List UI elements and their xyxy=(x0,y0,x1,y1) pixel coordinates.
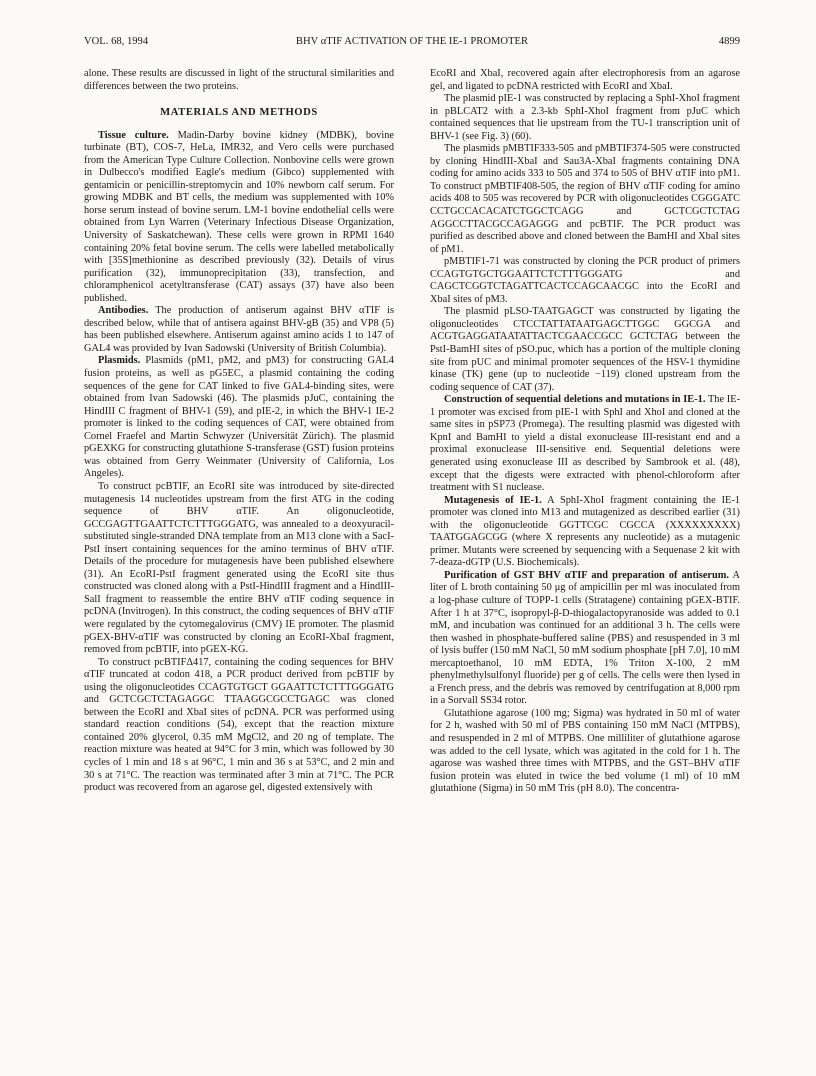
running-title: BHV αTIF ACTIVATION OF THE IE-1 PROMOTER xyxy=(295,36,529,47)
mutagenesis-heading: Mutagenesis of IE-1. xyxy=(444,494,542,506)
right-column xyxy=(430,68,740,796)
plasmids-heading: Plasmids. xyxy=(98,355,141,367)
antibodies-paragraph xyxy=(84,305,394,355)
pcbtif-paragraph: To construct pcBTIF, an EcoRI site was introduced by site-directed mutagenesis 14 nucleotides upstream from the first ATG in the coding sequence of BHV αTIF. An oligonucleotide, GCCGAGTTGAATTCTCTTTGGGATG, was annealed to a deoxyuracil-substituted single-stranded DNA template from an M13 clone with a SacI-PstI insert containing sequences for the amino terminus of BHV αTIF. Details of the procedure for mutagenesis have been published elsewhere (31). An EcoRI-PstI fragment generated using the EcoRI site thus constructed was cloned along with a PstI-HindIII fragment and a HindIII-SalI fragment to reassemble the entire BHV αTIF coding sequence in pcDNA (Invitrogen). In this construct, the coding sequences of BHV αTIF were regulated by the cytomegalovirus (CMV) IE promoter. The plasmid pGEX-BHV-αTIF was constructed by cloning an EcoRI-XbaI fragment, removed from pcBTIF, into pGEX-KG. xyxy=(84,480,394,656)
purification-text: A liter of L broth containing 50 μg of ampicillin per ml was inoculated from a log-phase culture of TOPP-1 cells (Stratagene) containing pGEX-BTIF. After 1 h at 37°C, isopropyl-β-D-thiogalactopyranoside was added to 0.1 mM, and incubation was continued for an additional 3 h. The cells were then washed in phosphate-buffered saline (PBS) and resuspended in 3 ml of lysis buffer (150 mM NaCl, 50 mM sodium phosphate [pH 7.0], 10 mM mercaptoethanol, 10 mM EDTA, 1% Triton X-100, 2 mM phenylmethylsulfonyl fluoride) per g of cells. The cells were then lysed in a French press, and the debris was removed by centrifugation at 8,000 rpm in a Sorvall SS34 rotor. xyxy=(430,569,740,707)
purification-heading: Purification of GST BHV αTIF and preparation of antiserum. xyxy=(444,569,729,581)
volume-year: VOL. 68, 1994 xyxy=(84,36,149,47)
antibodies-heading: Antibodies. xyxy=(98,305,149,317)
deletions-heading: Construction of sequential deletions and mutations in IE-1. xyxy=(444,394,706,406)
deletions-text: The IE-1 promoter was excised from pIE-1 with SphI and XhoI and cloned at the same sites in pSP73 (Promega). The resulting plasmid was digested with KpnI and BamHI to yield a distal exonuclease III-resistant end and a proximal exonuclease III-sensitive end. Sequential deletions were generated using exonuclease III as described by Sambrook et al. (48), except that the digests were extracted with phenol-chloroform after treatment with S1 nuclease. xyxy=(430,394,741,494)
intro-tail-paragraph: alone. These results are discussed in light of the structural similarities and differences between the two proteins. xyxy=(84,68,394,92)
glutathione-paragraph: Glutathione agarose (100 mg; Sigma) was hydrated in 50 ml of water for 2 h, washed with 50 ml of PBS containing 150 mM NaCl (MTPBS), and resuspended in 2 ml of MTPBS. One milliliter of glutathione agarose was added to the cell lysate, which was agitated in the cold for 1 h. The agarose was washed three times with MTPBS, and the GST–BHV αTIF fusion protein was eluted in twice the bed volume (1 ml) of 10 mM glutathione (Sigma) in 50 mM Tris (pH 8.0). The concentra- xyxy=(430,707,740,795)
deletions-paragraph xyxy=(430,394,740,494)
pcbtif-delta417-paragraph: To construct pcBTIFΔ417, containing the coding sequences for BHV αTIF truncated at codon 418, a PCR product derived from pcBTIF by using the oligonucleotides CCAGTGTGCT GGAATTCTCTTTGGGATG and GCTCGCTCTAGAGGC TTAAGGCGCCTGAGC was cloned between the EcoRI and XbaI sites of pcDNA. PCR was performed using standard reaction conditions (54), except that the reaction mixture contained 20% glycerol, 0.35 mM MgCl2, and 20 ng of template. The reaction mixture was heated at 94°C for 3 min, which was followed by 30 cycles of 1 min and 18 s at 96°C, 1 min and 36 s at 53°C, and 2 min and 30 s at 71°C. The reaction was terminated after 3 min at 71°C. The PCR product was recovered from an agarose gel, digested extensively with xyxy=(84,656,394,794)
pmbtif-paragraph: The plasmids pMBTIF333-505 and pMBTIF374-505 were constructed by cloning HindIII-XbaI and Sau3A-XbaI fragments containing DNA coding for amino acids 333 to 505 and 374 to 505 of BHV αTIF into pM1. To construct pMBTIF408-505, the region of BHV αTIF coding for amino acids 408 to 505 was recovered by PCR with oligonucleotides CGGGATC CCTGCCACACATCTGGCTCAGG and GCTCGCTCTAG AGGCCTTACGCCAGAGGG and pcBTIF. The PCR product was purified as described above and cloned between the BamHI and XbaI sites of pM1. xyxy=(430,143,740,255)
purification-paragraph xyxy=(430,570,740,708)
plasmids-text: Plasmids (pM1, pM2, and pM3) for constructing GAL4 fusion proteins, as well as pG5EC, a plasmid containing the coding sequences of the gene for CAT linked to five GAL4-binding sites, were obtained from Ivan Sadowski (46). The plasmids pJuC, containing the HindIII C fragment of BHV-1 (59), and pIE-2, in which the BHV-1 IE-2 promoter is linked to the coding sequences of CAT, were obtained from Cornel Fraefel and Martin Schwyzer (Universität Zürich). The plasmid pGEXKG for constructing glutathione S-transferase (GST) fusion proteins was obtained from Gerry Weinmater (University of California, Los Angeles). xyxy=(84,355,394,480)
mutagenesis-paragraph xyxy=(430,495,740,570)
left-column xyxy=(84,68,394,795)
tissue-culture-text: Madin-Darby bovine kidney (MDBK), bovine turbinate (BT), COS-7, HeLa, IMR32, and Vero cells were purchased from the American Type Culture Collection. Nonbovine cells were grown in Dulbecco's modified Eagle's medium (Gibco) supplemented with gentamicin or penicillin-streptomycin and 10% newborn calf serum. For growing MDBK and BT cells, the medium was supplemented with 10% horse serum instead of bovine serum. LM-1 bovine endothelial cells were obtained from Lyn Warren (Veterinary Infectious Disease Organization, University of Saskatchewan). These cells were grown in RPMI 1640 containing 20% fetal bovine serum. The cells were labelled metabolically with [35S]methionine as described previously (32). Details of virus purification (32), immunoprecipitation (33), transfection, and chloramphenicol acetyltransferase (CAT) assays (37) have also been published. xyxy=(84,129,394,304)
page-number: 4899 xyxy=(718,36,740,47)
antibodies-text: The production of antiserum against BHV αTIF is described below, while that of antisera against BHV-gB (35) and VP8 (5) has been published elsewhere. Antiserum against amino acids 1 to 147 of GAL4 was provided by Ivan Sadowski (University of British Columbia). xyxy=(84,305,394,354)
tissue-culture-heading: Tissue culture. xyxy=(98,129,169,141)
plasmids-paragraph xyxy=(84,355,394,480)
plso-paragraph: The plasmid pLSO-TAATGAGCT was constructed by ligating the oligonucleotides CTCCTATTATAATGAGCTTGGC GGCGA and ACGTGAGGATAATATTACTCGAACCGCC GCTCTAG between the PstI-BamHI sites of pSO.puc, which has a portion of the multiple cloning site from pUC and minimal promoter sequences of the HSV-1 thymidine kinase (TK) gene (up to nucleotide −119) cloned upstream from the coding sequence of CAT (37). xyxy=(430,306,740,393)
section-title: MATERIALS AND METHODS xyxy=(160,107,318,119)
pie1-paragraph: The plasmid pIE-1 was constructed by replacing a SphI-XhoI fragment in pBLCAT2 with a 2.3-kb SphI-XhoI fragment from pJuC which contained sequences that lie upstream from the TU-1 transcription unit of BHV-1 (see Fig. 3) (60). xyxy=(430,93,740,142)
tissue-culture-paragraph xyxy=(84,130,394,306)
mutagenesis-text: A SphI-XhoI fragment containing the IE-1 promoter was cloned into M13 and mutagenized as described earlier (31) with the oligonucleotide GGTTCGC CGCCA (XXXXXXXXX) TAATGGAGCGG (where X represents any nucleotide) as a mutagenic primer. Mutants were screened by sequencing with a Sequenase 2 kit with 7-deaza-dGTP (U.S. Biochemicals). xyxy=(430,494,740,569)
running-header xyxy=(84,36,740,52)
continuation-paragraph: EcoRI and XbaI, recovered again after electrophoresis from an agarose gel, and ligated to pcDNA restricted with EcoRI and XbaI. xyxy=(430,68,740,92)
pmbtif1-71-paragraph: pMBTIF1-71 was constructed by cloning the PCR product of primers CCAGTGTGCTGGAATTCTCTTTGGGATG and CAGCTCGGTCTAGATTCACTCCAGCAACGC into the EcoRI and XbaI sites of pM3. xyxy=(430,256,740,305)
